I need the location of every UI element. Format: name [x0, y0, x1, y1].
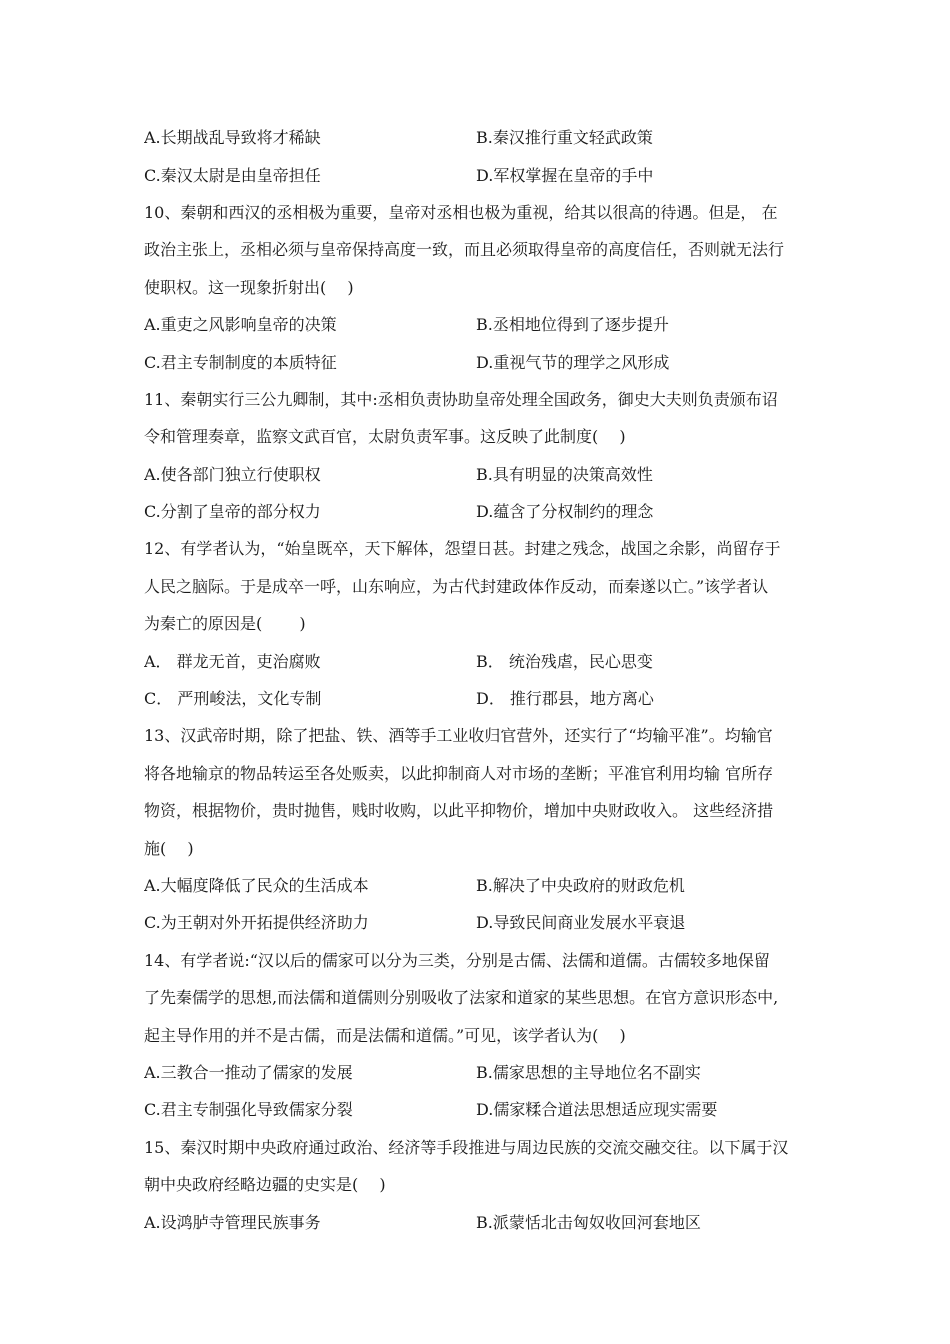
- q13-stem-line-2: 将各地输京的物品转运至各处贩卖，以此抑制商人对市场的垄断；平准官利用均输 官所存: [144, 763, 774, 783]
- q10-stem-line-1: 10、秦朝和西汉的丞相极为重要，皇帝对丞相也极为重视，给其以很高的待遇。但是， 在: [144, 202, 778, 222]
- q14-option-d: D.儒家糅合道法思想适应现实需要: [476, 1100, 718, 1120]
- q14-options-row-1: [144, 1053, 808, 1090]
- q11-options-row-2: [144, 492, 808, 529]
- q14-stem-line-2: 了先秦儒学的思想,而法儒和道儒则分别吸收了法家和道家的某些思想。在官方意识形态中,: [144, 988, 779, 1008]
- q14-option-b: B.儒家思想的主导地位名不副实: [476, 1062, 701, 1082]
- q9-options-row-2: [144, 155, 808, 192]
- q13-stem-line-3: 物资，根据物价，贵时抛售，贱时收购，以此平抑物价，增加中央财政收入。 这些经济措: [144, 801, 774, 821]
- q12-stem-line-2: 人民之脑际。于是成卒一呼，山东响应，为古代封建政体作反动，而秦遂以亡。”该学者认: [144, 576, 769, 596]
- q12-stem-line-3: 为秦亡的原因是( ): [144, 614, 306, 634]
- q11-option-c: C.分割了皇帝的部分权力: [144, 502, 321, 522]
- q15-option-a: A.设鸿胪寺管理民族事务: [144, 1212, 321, 1232]
- q14-stem-line-1: 14、有学者说:“汉以后的儒家可以分为三类，分别是古儒、法儒和道儒。古儒较多地保留: [144, 950, 770, 970]
- q9-option-b: B.秦汉推行重文轻武政策: [476, 128, 653, 148]
- q10-stem-line-3: 使职权。这一现象折射出( ): [144, 277, 354, 297]
- q10-option-b: B.丞相地位得到了逐步提升: [476, 315, 669, 335]
- q15-stem-line-2: 朝中央政府经略边疆的史实是( ): [144, 1175, 386, 1195]
- q12-option-d: D． 推行郡县，地方离心: [476, 689, 654, 709]
- q13-option-c: C.为王朝对外开拓提供经济助力: [144, 913, 369, 933]
- q12-stem-line-1: 12、有学者认为，“始皇既卒，天下解体，怨望日甚。封建之残念，战国之余影，尚留存于: [144, 539, 781, 559]
- q12-options-row-2: [144, 679, 808, 716]
- q12-options-row-1: [144, 641, 808, 678]
- q15-options-row-1: [144, 1202, 808, 1239]
- q13-options-row-1: [144, 866, 808, 903]
- q11-options-row-1: [144, 455, 808, 492]
- q13-stem-line-1: 13、汉武帝时期，除了把盐、铁、酒等手工业收归官营外，还实行了“均输平准”。均输官: [144, 726, 773, 746]
- q15-stem-line-1: 15、秦汉时期中央政府通过政治、经济等手段推进与周边民族的交流交融交往。以下属于汉: [144, 1137, 789, 1157]
- q14-option-a: A.三教合一推动了儒家的发展: [144, 1062, 353, 1082]
- q10-options-row-2: [144, 342, 808, 379]
- q11-option-d: D.蕴含了分权制约的理念: [476, 502, 654, 522]
- q9-options-row-1: [144, 118, 808, 155]
- q13-stem-line-4: 施( ): [144, 838, 194, 858]
- exam-page: [144, 118, 808, 1240]
- q14-stem-line-3: 起主导作用的并不是古儒，而是法儒和道儒。”可见，该学者认为( ): [144, 1025, 626, 1045]
- q13-option-b: B.解决了中央政府的财政危机: [476, 876, 685, 895]
- q13-option-a: A.大幅度降低了民众的生活成本: [144, 876, 369, 895]
- q9-option-d: D.军权掌握在皇帝的手中: [476, 165, 654, 185]
- q11-stem-line-2: 令和管理奏章，监察文武百官，太尉负责军事。这反映了此制度( ): [144, 427, 626, 447]
- q9-option-a: A.长期战乱导致将才稀缺: [144, 128, 321, 148]
- q15-option-b: B.派蒙恬北击匈奴收回河套地区: [476, 1212, 701, 1232]
- q10-option-a: A.重吏之风影响皇帝的决策: [144, 315, 337, 335]
- q12-option-c: C． 严刑峻法，文化专制: [144, 689, 322, 709]
- q10-stem-line-2: 政治主张上，丞相必须与皇帝保持高度一致，而且必须取得皇帝的高度信任，否则就无法行: [144, 240, 785, 260]
- q9-option-c: C.秦汉太尉是由皇帝担任: [144, 165, 321, 185]
- q12-option-a: A． 群龙无首，吏治腐败: [144, 651, 321, 671]
- q11-stem-line-1: 11、秦朝实行三公九卿制，其中:丞相负责协助皇帝处理全国政务，御史大夫则负责颁布诏: [144, 389, 778, 409]
- q10-options-row-1: [144, 305, 808, 342]
- q14-options-row-2: [144, 1090, 808, 1127]
- q13-options-row-2: [144, 903, 808, 940]
- q11-option-a: A.使各部门独立行使职权: [144, 464, 321, 484]
- q10-option-c: C.君主专制制度的本质特征: [144, 352, 337, 372]
- q12-option-b: B． 统治残虐，民心思变: [476, 651, 653, 671]
- q10-option-d: D.重视气节的理学之风形成: [476, 352, 670, 372]
- q13-option-d: D.导致民间商业发展水平衰退: [476, 913, 686, 933]
- q11-option-b: B.具有明显的决策高效性: [476, 464, 653, 484]
- q14-option-c: C.君主专制强化导致儒家分裂: [144, 1100, 353, 1120]
